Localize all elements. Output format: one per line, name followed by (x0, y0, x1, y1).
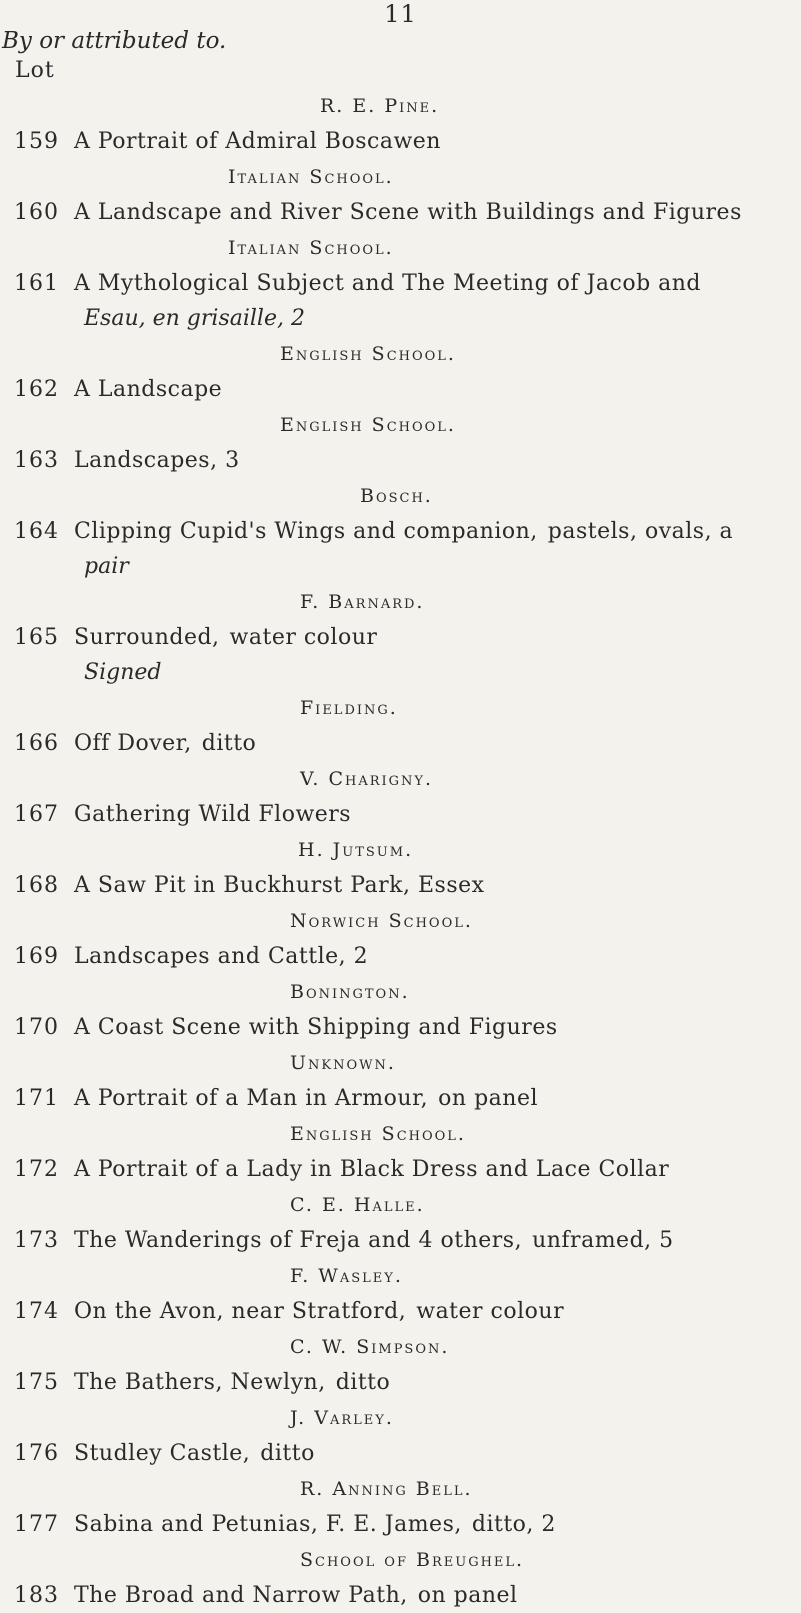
lot-number: 171 (14, 1086, 59, 1111)
lot-row (0, 939, 801, 974)
lot-row (0, 1223, 801, 1258)
lot-title: A Saw Pit in Buckhurst Park, Essex (74, 873, 485, 898)
lot-number: 162 (14, 377, 59, 402)
lot-artist: R. Anning Bell. (300, 1478, 473, 1500)
lot-number: 170 (14, 1015, 59, 1040)
lot-number: 173 (14, 1228, 59, 1253)
lot-medium: unframed, 5 (532, 1228, 674, 1253)
lot-title: A Landscape and River Scene with Buildings and Figures (74, 200, 742, 225)
lot-title: The Wanderings of Freja and 4 others, (74, 1228, 523, 1253)
lot-row (0, 372, 801, 407)
lot-title: A Landscape (74, 377, 223, 402)
lot-title: Sabina and Petunias, F. E. James, (74, 1512, 462, 1537)
lot-row (0, 1010, 801, 1045)
lot-title: Studley Castle, (74, 1441, 251, 1466)
lot-entry (0, 832, 801, 903)
lot-artist: Unknown. (290, 1052, 396, 1074)
lot-entry (0, 584, 801, 690)
lot-title: A Portrait of a Lady in Black Dress and Lace Collar (74, 1157, 670, 1182)
lot-entry (0, 1329, 801, 1400)
lot-artist: English School. (280, 414, 456, 436)
lot-entry (0, 336, 801, 407)
lot-row (0, 514, 801, 549)
lot-medium: ditto (201, 731, 257, 756)
lot-artist: Norwich School. (290, 910, 473, 932)
lot-number: 183 (14, 1583, 59, 1608)
lot-title: A Coast Scene with Shipping and Figures (74, 1015, 558, 1040)
page-number: 11 (384, 0, 417, 28)
lot-title: Landscapes, 3 (74, 448, 240, 473)
lot-row (0, 797, 801, 832)
lot-artist: English School. (290, 1123, 466, 1145)
lot-artist: C. W. Simpson. (290, 1336, 450, 1358)
lot-entry (0, 1471, 801, 1542)
lot-row (0, 868, 801, 903)
lot-artist: V. Charigny. (300, 768, 434, 790)
lot-medium: ditto (260, 1441, 315, 1466)
lot-row (0, 726, 801, 761)
lot-entry (0, 974, 801, 1045)
lot-number: 163 (14, 448, 59, 473)
lot-artist: J. Varley. (290, 1407, 394, 1429)
lot-row (0, 1152, 801, 1187)
lot-number: 166 (14, 731, 59, 756)
lot-artist: Fielding. (300, 697, 398, 719)
lot-artist: C. E. Halle. (290, 1194, 425, 1216)
lot-medium: pastels, ovals, a (547, 519, 734, 544)
lot-continuation: Signed (84, 660, 162, 685)
lot-title: Surrounded, (74, 625, 220, 650)
lot-number: 175 (14, 1370, 59, 1395)
lot-row (0, 195, 801, 230)
lot-artist: Bonington. (290, 981, 410, 1003)
lot-title: A Mythological Subject and The Meeting of Jacob and (74, 271, 702, 296)
lot-artist: Bosch. (360, 485, 433, 507)
lot-number: 174 (14, 1299, 59, 1324)
lot-artist: H. Jutsum. (298, 839, 414, 861)
lot-row (0, 1081, 801, 1116)
lot-entry (0, 761, 801, 832)
page-header: By or attributed to. (2, 28, 227, 54)
lot-entry (0, 407, 801, 478)
lot-title: The Bathers, Newlyn, (74, 1370, 326, 1395)
lot-number: 160 (14, 200, 59, 225)
lot-title: Off Dover, (74, 731, 192, 756)
lot-number: 177 (14, 1512, 59, 1537)
lot-row (0, 1436, 801, 1471)
lot-number: 167 (14, 802, 59, 827)
lot-medium: ditto, 2 (471, 1512, 556, 1537)
lot-artist: School of Breughel. (300, 1549, 525, 1571)
lot-medium: on panel (438, 1086, 539, 1111)
lot-entry (0, 478, 801, 584)
lot-title: Gathering Wild Flowers (74, 802, 352, 827)
lot-artist: F. Barnard. (300, 591, 425, 613)
lot-continuation: Esau, en grisaille, 2 (84, 306, 305, 331)
lot-title: Landscapes and Cattle, 2 (74, 944, 369, 969)
lot-artist: Italian School. (228, 166, 394, 188)
lot-entry (0, 1045, 801, 1116)
lot-title: A Portrait of Admiral Boscawen (74, 129, 441, 154)
lot-entry (0, 230, 801, 336)
lot-entry (0, 88, 801, 159)
lot-row (0, 1294, 801, 1329)
lot-medium: water colour (229, 625, 378, 650)
lot-number: 176 (14, 1441, 59, 1466)
lot-medium: water colour (416, 1299, 565, 1324)
lot-entry (0, 1116, 801, 1187)
lot-artist: English School. (280, 343, 456, 365)
lot-artist: F. Wasley. (290, 1265, 403, 1287)
lot-number: 161 (14, 271, 59, 296)
lot-entry (0, 159, 801, 230)
lot-continuation: pair (84, 554, 129, 579)
lot-list (0, 88, 801, 1613)
lot-title: The Broad and Narrow Path, (74, 1583, 408, 1608)
lot-entry (0, 690, 801, 761)
lot-entry (0, 1542, 801, 1613)
lot-row (0, 443, 801, 478)
lot-number: 168 (14, 873, 59, 898)
lot-number: 165 (14, 625, 59, 650)
lot-medium: on panel (417, 1583, 518, 1608)
lot-title: On the Avon, near Stratford, (74, 1299, 407, 1324)
lot-row (0, 266, 801, 301)
lot-row (0, 620, 801, 655)
lot-title: A Portrait of a Man in Armour, (74, 1086, 429, 1111)
lot-artist: R. E. Pine. (320, 95, 440, 117)
lot-entry (0, 1400, 801, 1471)
lot-number: 159 (14, 129, 59, 154)
lot-title: Clipping Cupid's Wings and companion, (74, 519, 538, 544)
lot-row (0, 124, 801, 159)
lot-number: 164 (14, 519, 59, 544)
lot-column-label: Lot (15, 58, 55, 83)
lot-medium: ditto (335, 1370, 391, 1395)
lot-row (0, 1507, 801, 1542)
lot-entry (0, 1258, 801, 1329)
lot-artist: Italian School. (228, 237, 394, 259)
lot-row (0, 1578, 801, 1613)
lot-number: 169 (14, 944, 59, 969)
lot-entry (0, 1187, 801, 1258)
lot-number: 172 (14, 1157, 59, 1182)
lot-entry (0, 903, 801, 974)
